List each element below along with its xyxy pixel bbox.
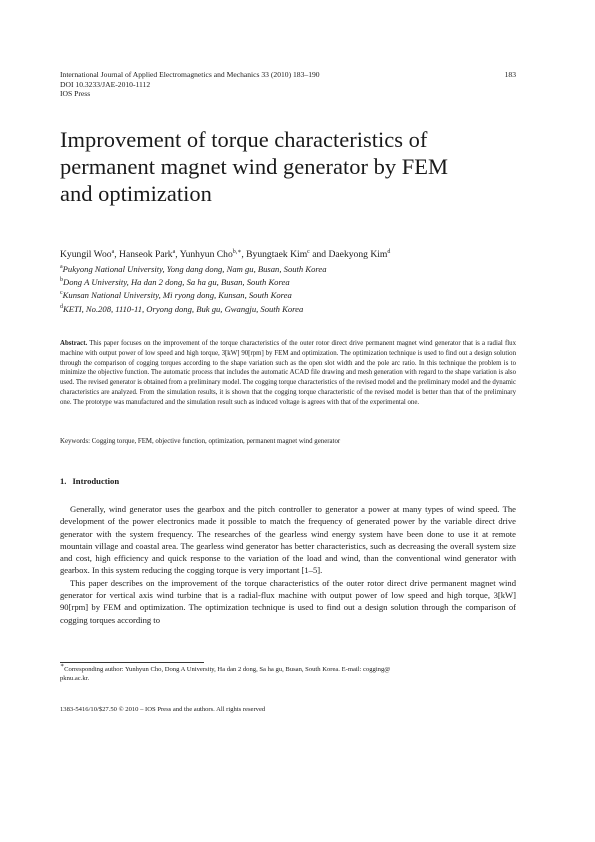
author-name: Hanseok Park [119,249,173,260]
affil-text: Pukyong National University, Yong dang dong, Nam gu, Busan, South Korea [62,264,327,274]
footnote-text: Corresponding author: Yunhyun Cho, Dong A University, Ha dan 2 dong, Sa ha gu, Busan, South Korea. E-mail: cogging@ [64,666,391,673]
author-affil-mark: c [307,249,310,255]
section-heading [60,476,119,486]
author-affil-mark: d [387,249,391,255]
affiliation-item [60,289,530,302]
affil-mark: b [60,277,63,284]
title-line: and optimization [60,181,212,206]
author-affil-mark: b,∗ [232,249,242,255]
affil-mark: c [60,290,63,297]
author-list [60,249,530,261]
journal-citation: International Journal of Applied Electromagnetics and Mechanics 33 (2010) 183–190 [60,70,320,79]
publisher: IOS Press [60,89,91,99]
author-name: Yunhyun Cho [179,249,233,260]
affiliation-item [60,303,530,316]
copyright-notice: 1383-5416/10/$27.50 © 2010 – IOS Press and the authors. All rights reserved [60,706,266,713]
affil-text: Dong A University, Ha dan 2 dong, Sa ha gu, Busan, South Korea [63,277,290,288]
paper-title [60,126,530,207]
affil-text: Kunsan National University, Mi ryong dong, Kunsan, South Korea [62,290,292,301]
section-title: Introduction [72,476,120,486]
author-name: Byungtaek Kim [246,249,308,260]
affil-mark: d [60,303,63,310]
author-separator: and [309,249,329,260]
title-line: Improvement of torque characteristics of [60,127,428,152]
affiliation-list [60,263,530,316]
affiliation-item [60,276,530,289]
body-paragraph: Generally, wind generator uses the gearbox and the pitch controller to generator a power at many types of wind speed. The development of the power electronics made it possible to match the frequency of generated power by the variable direct drive generator with the system frequency. The researches of the gearless wind energy system have been done to use it at remote mountain village and coastal area. The gearless wind generator has better characteristics, such as decreasing the overall system size and cost, high efficiency and quick response to the variation of the load and wind, than the conventional wind generator with gearbox. In this system reducing the cogging torque is very important [1–5]. [60,504,516,576]
keywords: Keywords: Cogging torque, FEM, objective function, optimization, permanent magnet wind generator [60,438,341,445]
body-paragraph: This paper describes on the improvement of the torque characteristics of the outer rotor direct drive permanent magnet wind generator for vertical axis wind turbine that is a radial-flux machine with output power of low speed and high torque, 3[kW] 90[rpm] by FEM and optimization. The optimization technique is used to find out a design solution through the comparison of cogging torques according to [60,577,516,625]
section-number: 1. [60,476,67,486]
abstract [60,339,516,407]
affiliation-item [60,263,530,276]
author-affil-mark: a [172,249,176,255]
author-separator: , [114,249,120,260]
page-number: 183 [504,70,516,79]
abstract-text: This paper focuses on the improvement of the torque characteristics of the outer rotor direct drive permanent magnet wind generator that is a radial flux machine with output power of low speed and high torque, 3[kW] 90[rpm] by FEM and optimization. The optimization technique is used to find out a design solution through the comparison of cogging torques according to the shape variation such as the open slot width and the pole arc ratio. In this technique the problem is to minimize the objective function. The automatic process that includes the automatic ACAD file drawing and mesh generation with regard to the shape variation is also used. The revised generator is obtained from a preliminary model. The cogging torque characteristics of the revised model and the preliminary model and the dynamic characteristics are analyzed. From the simulation results, it is shown that the cogging torque characteristic of the revised model is better than that of the preliminary one. The prototype was manufactured and the simulation result such as induced voltage is agrees with that of the experimental one. [60,340,516,406]
author-name: Kyungil Woo [60,249,112,260]
running-header [60,70,516,99]
footnote [60,665,516,683]
abstract-label: Abstract. [60,340,88,347]
title-line: permanent magnet wind generator by FEM [60,154,449,179]
footnote-line: pknu.ac.kr. [60,675,90,683]
affil-mark: a [60,264,63,270]
affil-text: KETI, No.208, 1110-11, Oryong dong, Buk gu, Gwangju, South Korea [63,303,304,314]
author-affil-mark: a [111,249,115,255]
footnote-line [60,665,516,674]
body-text [60,503,516,626]
author-name: Daekyong Kim [328,249,388,260]
doi: DOI 10.3233/JAE-2010-1112 [60,79,151,89]
author-separator: , [175,249,180,260]
footnote-mark: ∗ [60,663,65,669]
footnote-rule [60,662,204,663]
author-separator: , [241,249,247,260]
